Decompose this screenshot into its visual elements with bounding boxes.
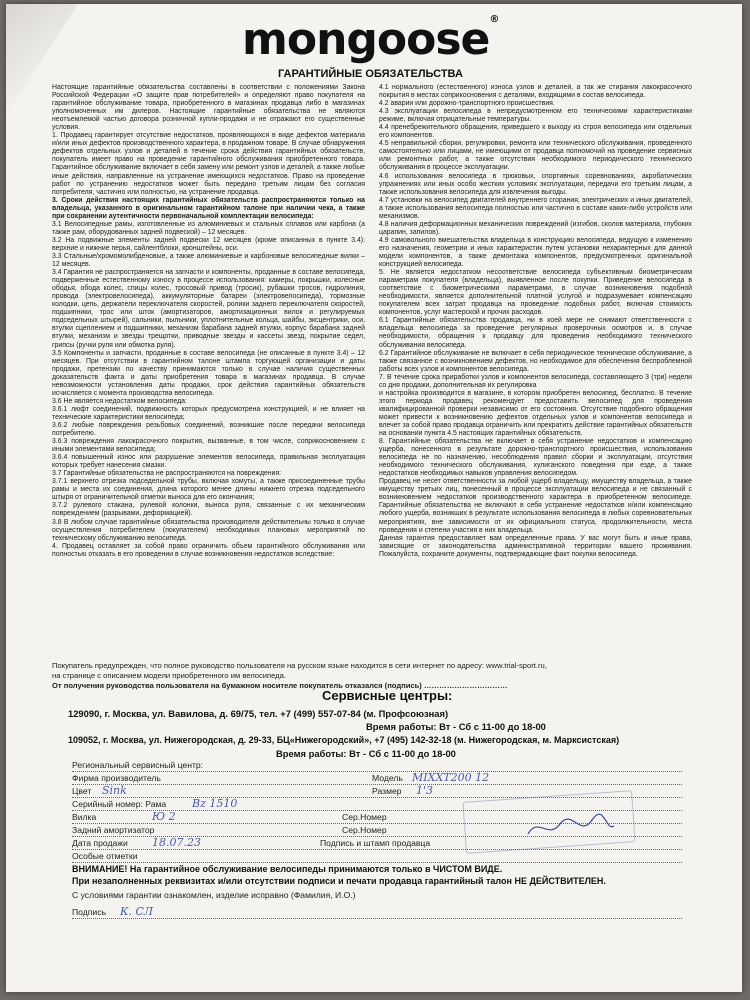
terms-left-paragraph: 3.7 Гарантийные обязательства не распространяются на повреждения: [52, 470, 282, 478]
clean-bike-warning: ВНИМАНИЕ! На гарантийное обслуживание велосипеды принимаются только в ЧИСТОМ ВИДЕ. [72, 864, 503, 874]
seller-signature [526, 812, 616, 842]
service-hours-1: Время работы: Вт - Сб с 11-00 до 18-00 [366, 721, 546, 732]
terms-right-paragraph: Продавец не несет ответственности за любой ущерб владельцу, имуществу владельца, а также имуществу третьих лиц, понесенный в процессе эксплуатации велосипеда и не связанный с возникновением недостатков производственного характера в приобретенном велосипеде. Гарантийные обязательства не включают в себя устранение недостатков и/или компенсацию любого ущерба, возникших в результате использования велосипеда в любых соревновательных мероприятиях, вне зависимости от их официального статуса, продолжительности, места проведения и степени участия в них владельца. [379, 478, 692, 534]
terms-left-paragraph: 3.6.3 повреждения лакокрасочного покрытия, вызванные, в том числе, соприкосновением с иными элементами велосипеда; [52, 438, 365, 454]
regional-center-row: Региональный сервисный центр: [72, 759, 682, 772]
rear-shock-row: Задний амортизатор Сер.Номер [72, 824, 682, 837]
terms-right-paragraph: 7. В течение срока приработки узлов и компонентов велосипеда, составляющего 3 (три) недели со дня продажи, дополнительная их регулировка [379, 373, 692, 389]
terms-left-paragraph: 3.5 Компоненты и запчасти, проданные в составе велосипеда (не описанные в пункте 3.4) – 12 месяцев. При отсутствии в гарантийном талоне штампа торгующей организации и даты продажи, претензии по качеству принимаются только в случае наличия существенных доказательств факта и даты приобретения товара в магазинах продавца. В случае невозможности установления даты продажи, срок действия гарантийных обязательств исчисляется с момента производства велосипеда. [52, 349, 365, 397]
terms-right-paragraph: 4.8 наличия деформационных механических повреждений (изгибов, сколов материала, глубоких царапин, запилов). [379, 220, 692, 236]
color-row: Цвет Sink Размер 1'3 [72, 785, 682, 798]
terms-right-paragraph: 4.5 неправильной сборки, регулировки, ремонта или технического обслуживания, проведенного самостоятельно или лицами, не имеющими от продавца полномочий на проведение сервисных или ремонтных работ, а также отсутствия необходимого периодического технического обслуживания в процессе эксплуатации. [379, 140, 692, 172]
terms-right-paragraph: и настройка производится в магазине, в котором приобретен велосипед, бесплатно. В течение этого периода продавец рекомендует предоставить велосипед для проведения квалифицированной проверки независимо от его состояния. Отсутствие подобного обращения может привести к возникновению дефектов отдельных узлов и компонентов велосипеда и влечет за собой право продавца ограничить или прекратить действие гарантийных обязательств на основании пункта 4.5 настоящих гарантийных обязательств. [379, 389, 692, 438]
service-center-1: 129090, г. Москва, ул. Вавилова, д. 69/75, тел. +7 (499) 557-07-84 (м. Профсоюзная) [68, 708, 449, 719]
terms-left-paragraph: 3.7.1 верхнего отрезка подседельной трубы, включая хомуты, а также присоединенные трубы рамы и места их соединения, длина которого менее длины нижнего отрезка подседельного штыря от ограничительной отметки выноса для его окончания; [52, 478, 365, 502]
service-centers-title: Сервисные центры: [322, 688, 453, 703]
terms-right-paragraph: 4.1 нормального (естественного) износа узлов и деталей, а так же стирания лакокрасочного покрытия в местах соприкосновения с деталями, входящими в состав велосипеда. [379, 84, 692, 100]
invalid-card-warning: При незаполненных реквизитах и/или отсутствии подписи и печати продавца гарантийный талон НЕ ДЕЙСТВИТЕЛЕН. [72, 876, 606, 886]
terms-left-paragraph: 3. Сроки действия настоящих гарантийных обязательств распространяются только на владельца, указанного в оригинальном гарантийном талоне при наличии чека, а также при сохранении аутентичности первоначальной комплектации велосипеда: [52, 196, 365, 220]
terms-right-paragraph: 4.7 установки на велосипед двигателей внутреннего сгорания, электрических и иных двигателей, а также использования велосипеда полностью или частично в составе каких-либо устройств или механизмов. [379, 196, 692, 220]
service-center-2: 109052, г. Москва, ул. Нижегородская, д. 29-33, БЦ«Нижегородский», +7 (495) 142-32-18 (м. Нижегородская, м. Марксистская) [68, 735, 620, 745]
terms-right-paragraph: 6.2 Гарантийное обслуживание не включает в себя периодическое техническое обслуживание, а также связанное с возникновением дефектов, но необходимое для обеспечения беспроблемной работы всех узлов и компонентов велосипеда. [379, 349, 692, 373]
terms-left-paragraph: 3.8 В любом случае гарантийные обязательства производителя действительны только в случае осуществления потребителем (покупателем) необходимых плановых мероприятий по техническому обслуживанию велосипеда. [52, 518, 365, 542]
manufacturer-row: Фирма производитель Модель MIXXT200 12 [72, 772, 682, 785]
buyer-signature-row: Подпись К. СЛ [72, 904, 682, 919]
terms-left-paragraph: 3.2 На подвижные элементы задней подвески 12 месяцев (кроме описанных в пункте 3.4): верхние и нижние перья, сайлентблоки, кронштейны, оси. [52, 236, 365, 252]
terms-left-paragraph: 4. Продавец оставляет за собой право ограничить объем гарантийного обслуживания или полностью отказать в его проведении в случае возникновения недостатков вследствие: [52, 542, 365, 558]
document-title: ГАРАНТИЙНЫЕ ОБЯЗАТЕЛЬСТВА [278, 68, 463, 80]
size-handwritten: 1'3 [416, 784, 434, 797]
terms-left-paragraph: 3.4 Гарантия не распространяется на запчасти и компоненты, проданные в составе велосипеда, подверженные естественному износу в процессе использования: камеры, покрышки, колесные ободья, обода колес, спицы колес, тросовый привод (тросик), рубашки тросов, гидролиния, провода (электровелосипеда), аккумуляторные батареи (электровелосипеда), тормозные колодки, цепь, держатели переключателя скоростей, ролики заднего переключателя скоростей, подшипники, трос или шток (амортизаторов, амортизационных вилок и регулируемых подседельных штырей), сальники, пыльники, уплотнительные кольца, шайбы, эксцентрики, оси, втулки сцеплением и подшипники, механизм барабана задней втулки, корпус барабана задней втулки, механизм и звезды трещотки, приводные звезды и кассеты звезд, покрытие седел, грипсы (ручки руля или обмотка руля). [52, 269, 365, 349]
terms-right-paragraph: 4.9 самовольного вмешательства владельца в конструкцию велосипеда, ведущую к изменению его назначения, геометрии и иных характеристик путем установки нехарактерных для данной модели компонентов, а также демонтажа компонентов, предусмотренных оригинальной конструкцией велосипеда. [379, 236, 692, 269]
terms-left-paragraph: 3.6.4 повышенный износ или разрушение элементов велосипеда, правильная эксплуатация которых требует нанесения смазки. [52, 454, 365, 470]
service-hours-2: Время работы: Вт - Сб с 11-00 до 18-00 [276, 748, 456, 759]
terms-left-paragraph: 3.6 Не является недостатком велосипеда: [52, 397, 187, 405]
terms-left-paragraph: Настоящие гарантийные обязательства составлены в соответствии с положениями Закона Российской Федерации «О защите прав потребителей» и определяют право покупателя на гарантийное обслуживание товара, приобретенного в магазинах продавца либо в магазинах уполномоченных им дилеров. Настоящие гарантийные обязательства не являются неотъемлемой частью договора розничной купли-продажи и не отражают его существенные условия. [52, 84, 365, 132]
terms-right-paragraph: 4.2 аварии или дорожно-транспортного происшествия. [379, 100, 555, 108]
terms-right-paragraph: 8. Гарантийные обязательства не включает в себя устранение недостатков и компенсацию ущерба, понесенного в результате дорожно-транспортного происшествия, использования велосипеда не по назначению, несоблюдения правил сборки и эксплуатации, отсутствия необходимого технического обслуживания, хулиганского поведения при езде, а также недостатков необходимых навыков управления велосипедом. [379, 438, 692, 478]
terms-right-column [379, 84, 692, 659]
terms-left-paragraph: 3.6.2 любые повреждения резьбовых соединений, возникшие после передачи велосипеда потребителю. [52, 421, 365, 438]
fork-handwritten: Ю 2 [152, 810, 176, 823]
terms-right-paragraph: 4.6 использования велосипеда в трюковых, спортивных соревнованиях, акробатических упражнениях или иных особо жестких условиях эксплуатации, передачи его третьим лицам, а также использования велосипеда для извлечения выгоды. [379, 172, 692, 196]
agreement-statement: С условиями гарантии ознакомлен, изделие исправно (Фамилия, И.О.) [72, 890, 356, 900]
sale-date-handwritten: 18.07.23 [152, 836, 201, 849]
frame-serial-row: Серийный номер: Рама Bz 1510 [72, 798, 682, 811]
terms-columns [52, 84, 692, 659]
model-handwritten: MIXXT200 12 [412, 771, 490, 784]
terms-left-column [52, 84, 365, 659]
fork-row: Вилка Ю 2 Сер.Номер [72, 811, 682, 824]
terms-left-paragraph: 1. Продавец гарантирует отсутствие недостатков, проявляющихся в виде дефектов материала и/или иных дефектов производственного характера, в продажном товаре. В случае обнаружения дефектов отдельных узлов и деталей в течение срока действия гарантийных обязательств, покупатель имеет право на проведение гарантийного обслуживания приобретенного товара. Гарантийное обслуживание включает в себя замену или ремонт узлов и деталей, а также любые иные действия, направленные на устранение имеющихся недостатков. Право на проведение работ по устранению недостатков может быть передано третьим лицам без согласия потребителя, частично или полностью, на устранение продавца. [52, 132, 365, 196]
terms-right-paragraph: 4.3 эксплуатации велосипеда в непредусмотренном его техническими характеристиками режиме, включая отрицательные температуры. [379, 108, 692, 124]
warranty-card [6, 4, 742, 992]
terms-right-paragraph: Данная гарантия предоставляет вам определенные права. У вас могут быть и иные права, зависящие от законодательства административной территории вашего проживания. Пожалуйста, сохраните документы, подтверждающие факт покупки велосипеда. [379, 534, 692, 558]
color-handwritten: Sink [102, 784, 127, 797]
terms-left-paragraph: 3.3 Стальные/хромомолибденовые, а также алюминиевые и карбоновые велосипедные вилки – 12 месяцев. [52, 252, 365, 269]
special-notes-row: Особые отметки [72, 850, 682, 863]
terms-right-paragraph: 5. Не является недостатком несоответствие велосипеда субъективным биометрическим параметрам покупателя (владельца), выявленное после покупки. Приведение велосипеда в соответствие с биометрическими параметрами, в случае возникновения подобной необходимости, является дополнительной платной услугой и подразумевает компенсацию покупателем всех затрат продавца на проведение подобных работ, включая стоимость компонентов, услуг мастерской и прочих расходов. [379, 269, 692, 317]
buyer-signature: К. СЛ [120, 905, 154, 918]
terms-right-paragraph: 6.1 Гарантийные обязательства продавца, ни в коей мере не снимают ответственности с владельца велосипеда за проведение регулярных проверочных осмотров и, в случае необходимости, обращения к продавцу для проведения необходимого технического обслуживания велосипеда. [379, 317, 692, 349]
brand-logo: mongoose® [242, 14, 499, 65]
manual-notice: Покупатель предупрежден, что полное руководство пользователя на русском языке находится в сети интернет по адресу: www.trial-sport.ru, на странице с описанием модели приобретенного им велосипеда. От получения руководства пользователя на бумажном носителе покупатель отказался (подпись) …………………………… [52, 661, 547, 690]
frame-serial-handwritten: Bz 1510 [192, 797, 238, 810]
terms-left-paragraph: 3.1 Велосипедные рамы, изготовленные из алюминиевых и стальных сплавов или карбона (а также рам, оборудованных задней подвеской) – 12 месяцев. [52, 220, 365, 236]
terms-left-paragraph: 3.6.1 люфт соединений, подвижность которых предусмотрена конструкцией, и не влияет на технические характеристики велосипеда; [52, 405, 365, 421]
terms-left-paragraph: 3.7.2 рулевого стакана, рулевой колонки, выноса руля, связанные с их механическим повреждением (разрывами, деформацией). [52, 502, 365, 518]
sale-date-row: Дата продажи 18.07.23 Подпись и штамп продавца [72, 837, 682, 850]
terms-right-paragraph: 4.4 пренебрежительного обращения, приведшего к выходу из строя велосипеда или отдельных его компонентов. [379, 124, 692, 140]
